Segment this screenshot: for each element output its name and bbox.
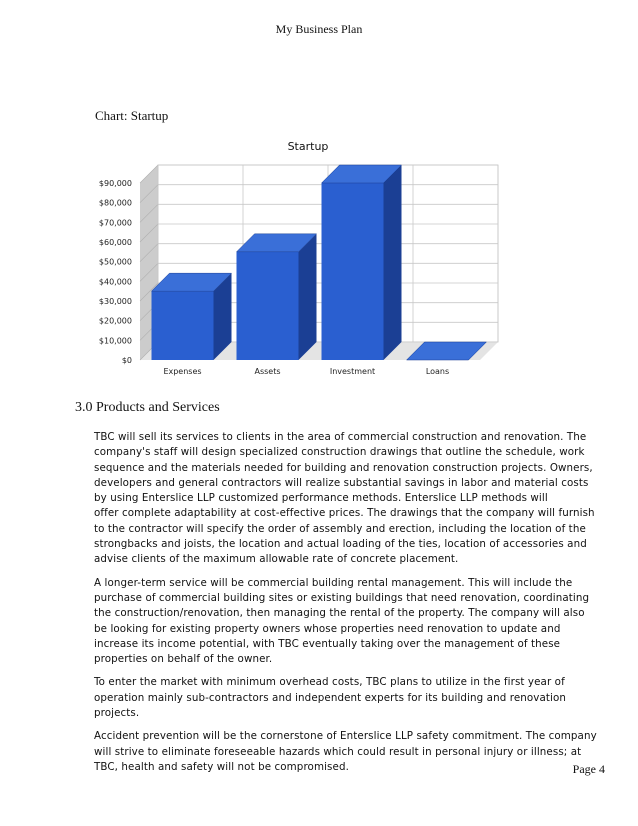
bar-front	[237, 252, 299, 360]
paragraph-line: developers and general contractors will realize substantial savings in labor and material costs	[94, 476, 589, 489]
x-axis-ticks	[163, 367, 449, 376]
x-tick-label: Loans	[425, 367, 450, 376]
paragraph-line: will strive to eliminate foreseeable hazards which could result in personal injury or illness; at	[94, 745, 582, 758]
paragraph-line: the construction/renovation, then managing the rental of the property. The company will also	[94, 607, 585, 620]
paragraph-line: A longer-term service will be commercial building rental management. This will include the	[94, 576, 573, 589]
x-tick-label: Expenses	[163, 367, 202, 376]
y-tick-label: $30,000	[98, 297, 132, 306]
y-axis-ticks	[99, 179, 132, 365]
body-text	[94, 430, 604, 783]
y-tick-label: $80,000	[98, 198, 132, 208]
paragraph-line: by using Enterslice LLP customized performance methods. Enterslice LLP methods will	[94, 492, 548, 505]
paragraph-line: offer complete adaptability at cost-effective prices. The drawings that the company will furnish	[94, 507, 595, 520]
paragraph-line: Accident prevention will be the cornerstone of Enterslice LLP safety commitment. The company	[94, 730, 597, 743]
paragraph-2	[94, 576, 604, 668]
bar-front	[152, 291, 214, 360]
bar-expenses	[152, 273, 232, 360]
paragraph-line: sequence and the materials needed for building and renovation construction projects. Owners,	[94, 461, 593, 474]
paragraph-line: to the contractor will specify the order of assembly and erection, including the location of the	[94, 522, 586, 535]
section-heading: 3.0 Products and Services	[75, 400, 220, 415]
y-tick-label: $0	[121, 356, 132, 365]
bar-front	[322, 183, 384, 360]
paragraph-line: TBC, health and safety will not be compromised.	[94, 760, 349, 773]
y-tick-label: $20,000	[98, 316, 132, 326]
bar-assets	[237, 234, 317, 360]
bar-side	[384, 165, 402, 360]
paragraph-line: TBC will sell its services to clients in the area of commercial construction and renovation. The	[94, 431, 587, 443]
paragraph-line: advise clients of the maximum allowable rate of concrete placement.	[94, 553, 459, 566]
startup-chart	[0, 130, 638, 380]
y-tick-label: $10,000	[98, 336, 132, 346]
paragraph-line: operation mainly sub-contractors and independent experts for its building and renovation	[94, 691, 567, 704]
x-tick-label: Investment	[329, 367, 376, 376]
y-tick-label: $40,000	[98, 277, 132, 287]
paragraph-line: projects.	[94, 707, 140, 720]
page-number: Page 4	[572, 762, 605, 776]
paragraph-1	[94, 430, 604, 568]
x-tick-label: Assets	[254, 367, 281, 376]
paragraph-line: strongbacks and joists, the location and actual loading of the ties, location of accessories and	[94, 538, 587, 551]
paragraph-line: properties on behalf of the owner.	[94, 653, 273, 666]
document-header: My Business Plan	[275, 22, 363, 36]
chart-caption: Chart: Startup	[95, 108, 169, 123]
paragraph-line: increase its income potential, with TBC eventually taking over the management of these	[94, 637, 561, 650]
paragraph-line: To enter the market with minimum overhead costs, TBC plans to utilize in the first year of	[94, 676, 565, 689]
y-tick-label: $50,000	[98, 257, 132, 267]
paragraph-line: company's staff will design specialized construction drawings that outline the schedule, work	[94, 446, 585, 459]
y-tick-label: $60,000	[98, 238, 132, 247]
paragraph-3	[94, 675, 604, 721]
chart-title: Startup	[287, 140, 329, 153]
bar-investment	[322, 165, 402, 360]
paragraph-line: purchase of commercial building sites or existing buildings that need renovation, coordinating	[94, 591, 590, 604]
bar-side	[299, 234, 317, 360]
y-tick-label: $70,000	[98, 218, 132, 228]
paragraph-4	[94, 729, 604, 775]
y-tick-label: $90,000	[98, 179, 132, 188]
paragraph-line: be looking for existing property owners whose properties need renovation to update and	[94, 622, 561, 635]
